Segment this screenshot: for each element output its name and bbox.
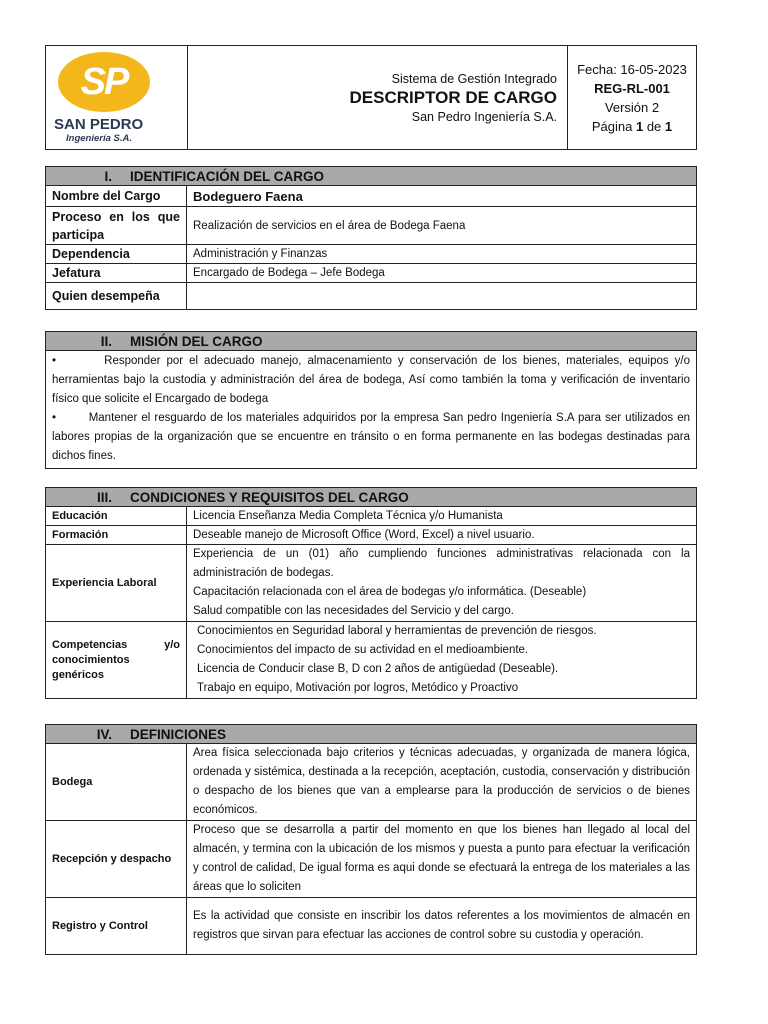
document-code: REG-RL-001 — [594, 80, 670, 96]
experience-item: Salud compatible con las necesidades del Servicio y del cargo. — [193, 605, 514, 617]
field-value: Realización de servicios en el área de Bodega Faena — [187, 207, 697, 245]
field-label: Competencias y/o conocimientos genéricos — [46, 622, 187, 699]
company-logo — [46, 46, 188, 150]
logo-name: SAN PEDRO — [54, 116, 144, 133]
definition-text: Proceso que se desarrolla a partir del momento en que los bienes han llegado al local del almacén, y termina con la ubicación de los mismos y puesta a punto para efectuar la verificación y control de calidad, De igual forma es aqui donde se efectuará la entrega de los materiales a las áreas que lo soliciten — [187, 821, 697, 898]
page-number: 1 — [635, 118, 644, 134]
experience-item: Capacitación relacionada con el área de bodegas y/o informática. (Deseable) — [193, 586, 587, 598]
field-value: Bodeguero Faena — [187, 186, 697, 207]
page-indicator — [568, 117, 696, 136]
definition-text: Area física seleccionada bajo criterios y técnicas adecuadas, y organizada de manera lógica, ordenada y sistémica, destinada a la recepción, aceptación, custodia, conservación y distribución o despacho de los bienes que van a emplearse para la producción de servicios o de bienes económicos. — [187, 744, 697, 821]
mission-paragraph: • Responder por el adecuado manejo, almacenamiento y conservación de los bienes, materiales, equipos y/o herramientas bajo la custodia y administración del área de bodega, Así como también la toma y verificación de inventario físico que solicite el Encargado de bodega — [52, 355, 694, 405]
field-label: Educación — [46, 507, 187, 526]
competency-item: Conocimientos en Seguridad laboral y herramientas de prevención de riesgos. — [197, 625, 597, 637]
field-value: Administración y Finanzas — [187, 245, 697, 264]
page-of-label: de — [646, 118, 662, 134]
definition-term: Registro y Control — [46, 898, 187, 955]
logo-subtitle: Ingeniería S.A. — [66, 133, 132, 144]
field-value — [187, 545, 697, 622]
section-mision — [45, 331, 697, 469]
header-title-block — [188, 46, 568, 150]
section-title: I. IDENTIFICACIÓN DEL CARGO — [46, 167, 697, 186]
competency-item: Trabajo en equipo, Motivación por logros, Metódico y Proactivo — [197, 682, 519, 694]
document-title: DESCRIPTOR DE CARGO — [349, 87, 557, 107]
document-meta — [568, 46, 697, 150]
section-title: II. MISIÓN DEL CARGO — [46, 332, 697, 351]
field-value — [187, 283, 697, 310]
field-label: Nombre del Cargo — [46, 186, 187, 207]
page-total: 1 — [664, 118, 673, 134]
competency-item: Licencia de Conducir clase B, D con 2 años de antigüedad (Deseable). — [197, 663, 559, 675]
document-date: Fecha: 16-05-2023 — [577, 61, 687, 77]
page-label: Página — [591, 118, 633, 134]
field-value: Encargado de Bodega – Jefe Bodega — [187, 264, 697, 283]
document-header — [45, 45, 697, 150]
section-identificacion — [45, 166, 697, 310]
field-label: Dependencia — [46, 245, 187, 264]
section-definiciones — [45, 724, 697, 955]
field-label: Quien desempeña — [46, 283, 187, 310]
definition-text: Es la actividad que consiste en inscribir los datos referentes a los movimientos de almacén en registros que sirvan para efectuar las acciones de control sobre su custodia y operación. — [187, 898, 697, 955]
section-title: III. CONDICIONES Y REQUISITOS DEL CARGO — [46, 488, 697, 507]
document-version: Versión 2 — [604, 99, 660, 115]
company-name: San Pedro Ingeniería S.A. — [411, 109, 557, 124]
field-label: Experiencia Laboral — [46, 545, 187, 622]
system-name: Sistema de Gestión Integrado — [391, 71, 557, 86]
field-value: Licencia Enseñanza Media Completa Técnica y/o Humanista — [187, 507, 697, 526]
section-title: IV. DEFINICIONES — [46, 725, 697, 744]
definition-term: Recepción y despacho — [46, 821, 187, 898]
section-requisitos — [45, 487, 697, 699]
mission-text — [46, 351, 697, 469]
field-label: Formación — [46, 526, 187, 545]
logo-mark: SP — [80, 61, 128, 103]
field-label: Jefatura — [46, 264, 187, 283]
field-value — [187, 622, 697, 699]
field-value: Deseable manejo de Microsoft Office (Word, Excel) a nivel usuario. — [187, 526, 697, 545]
mission-paragraph: • Mantener el resguardo de los materiales adquiridos por la empresa San pedro Ingeniería S.A para ser utilizados en labores propias de la organización que se encuentre en tránsito o en forma permanente en las bodegas destinadas para dichos fines. — [52, 412, 694, 462]
field-label: Proceso en los que participa — [46, 207, 187, 245]
competency-item: Conocimientos del impacto de su actividad en el medioambiente. — [197, 644, 529, 656]
definition-term: Bodega — [46, 744, 187, 821]
experience-item: Experiencia de un (01) año cumpliendo funciones administrativas relacionada con la administración de bodegas. — [193, 548, 690, 579]
